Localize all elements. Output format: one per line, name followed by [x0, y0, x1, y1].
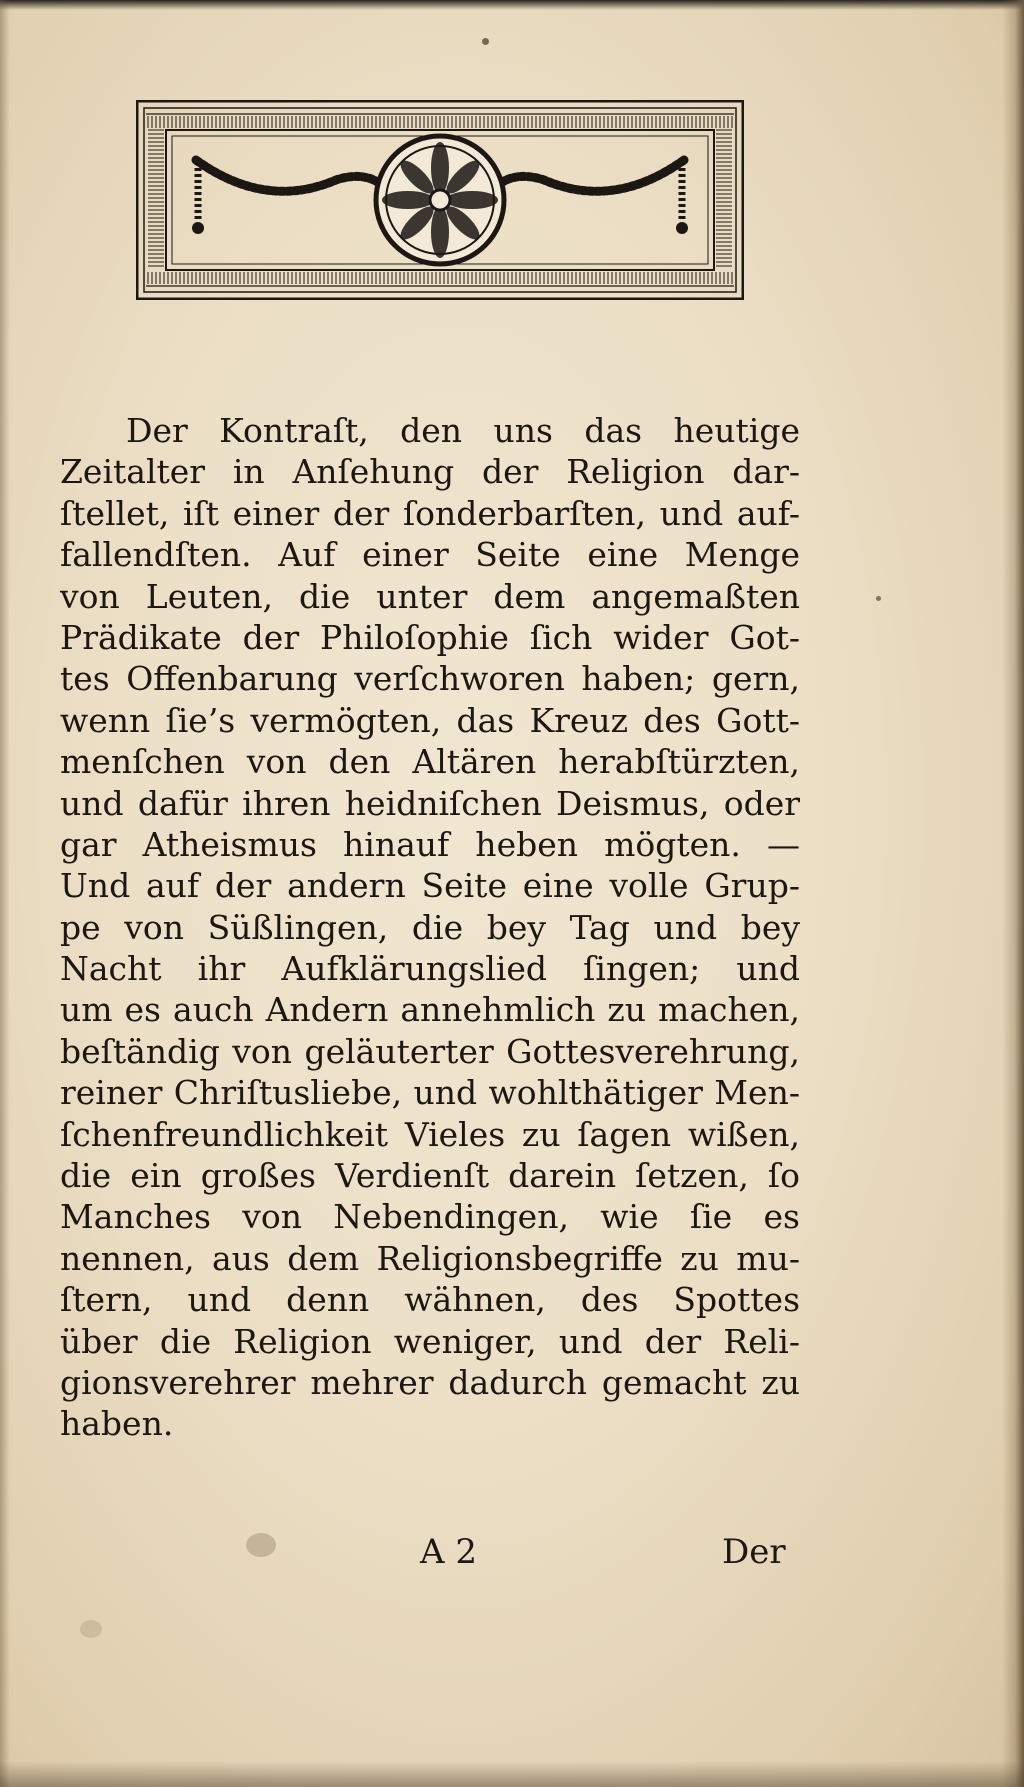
text-line: menſchen von den Altären herabſtürzten, — [60, 742, 800, 782]
bottom-page-edge — [0, 1761, 1024, 1787]
text-line: Nacht ihr Aufklärungslied ſingen; und — [60, 949, 800, 989]
text-line: gar Atheismus hinauf heben mögten. — — [60, 824, 800, 864]
signature-mark: A 2 — [420, 1532, 477, 1572]
text-line: Prädikate der Philoſophie ſich wider Got- — [60, 617, 800, 657]
text-line: haben. — [60, 1404, 174, 1444]
page-footer — [0, 1532, 1024, 1582]
text-line: pe von Süßlingen, die bey Tag und bey — [60, 907, 800, 947]
text-line: Manches von Nebendingen, wie ſie es — [60, 1197, 800, 1237]
text-line: Der Kontraſt, den uns das heutige — [126, 411, 800, 450]
text-line: tes Offenbarung verſchworen haben; gern, — [60, 659, 800, 699]
right-page-edge — [1002, 0, 1024, 1787]
text-line: ſchenfreundlichkeit Vieles zu ſagen wißen, — [60, 1114, 800, 1154]
text-line: ſtellet, iſt einer der ſonderbarſten, und auf- — [60, 493, 800, 533]
text-line: und dafür ihren heidniſchen Deismus, oder — [60, 783, 800, 823]
text-line: über die Religion weniger, und der Reli- — [60, 1321, 800, 1361]
text-line: Zeitalter in Anſehung der Religion dar- — [60, 452, 800, 492]
text-line: wenn ſie’s vermögten, das Kreuz des Gott- — [60, 700, 800, 740]
paper-speck — [482, 38, 489, 45]
headpiece-ornament — [136, 100, 744, 300]
text-line: nennen, aus dem Religionsbegriffe zu mu- — [60, 1238, 800, 1278]
text-line: ſtern, und denn wähnen, des Spottes — [60, 1280, 800, 1320]
text-line: reiner Chriſtusliebe, und wohlthätiger Men- — [60, 1073, 800, 1113]
top-shadow — [0, 0, 1024, 10]
text-line: beſtändig von geläuterter Gottesverehrung, — [60, 1031, 800, 1071]
paper-speck — [246, 1533, 276, 1557]
body-paragraph — [60, 410, 800, 1445]
text-line: um es auch Andern annehmlich zu machen, — [60, 990, 800, 1030]
text-line: fallendſten. Auf einer Seite eine Menge — [60, 535, 800, 575]
text-line: von Leuten, die unter dem angemaßten — [60, 576, 800, 616]
catchword: Der — [722, 1532, 786, 1572]
text-line: gionsverehrer mehrer dadurch gemacht zu — [60, 1362, 800, 1402]
paper-speck — [876, 596, 881, 601]
text-line: die ein großes Verdienſt darein ſetzen, ſo — [60, 1156, 800, 1196]
left-page-edge — [0, 0, 10, 1787]
paper-speck — [80, 1620, 102, 1638]
text-line: Und auf der andern Seite eine volle Grup- — [60, 866, 800, 906]
